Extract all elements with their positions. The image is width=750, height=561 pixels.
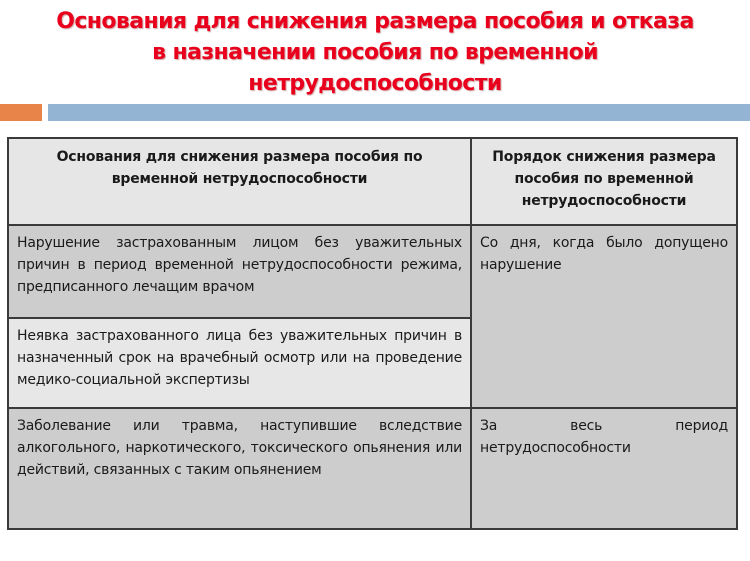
header-reasons: Основания для снижения размера пособия по временной нетрудоспособности: [8, 138, 471, 225]
table-header-row: [8, 138, 737, 225]
reason-cell: Нарушение застрахованным лицом без уважительных причин в период временной нетрудоспособности режима, предписанного лечащим врачом: [8, 225, 471, 318]
header-procedure: Порядок снижения размера пособия по временной нетрудоспособности: [471, 138, 737, 225]
table-row: [8, 225, 737, 318]
procedure-cell: За весь период нетрудоспособности: [471, 408, 737, 529]
accent-bar-orange: [0, 104, 42, 121]
accent-bar-blue: [48, 104, 750, 121]
title-line-1: Основания для снижения размера пособия и отказа: [56, 9, 694, 34]
title-line-2: в назначении пособия по временной: [152, 40, 598, 65]
table-row: [8, 408, 737, 529]
reason-cell: Неявка застрахованного лица без уважительных причин в назначенный срок на врачебный осмотр или на проведение медико-социальной экспертизы: [8, 318, 471, 408]
title-line-3: нетрудоспособности: [248, 71, 502, 96]
reductions-table: [7, 137, 738, 530]
reason-cell: Заболевание или травма, наступившие вследствие алкогольного, наркотического, токсического опьянения или действий, связанных с таким опьянением: [8, 408, 471, 529]
slide-title: [0, 6, 750, 99]
procedure-cell: Со дня, когда было допущено нарушение: [471, 225, 737, 408]
